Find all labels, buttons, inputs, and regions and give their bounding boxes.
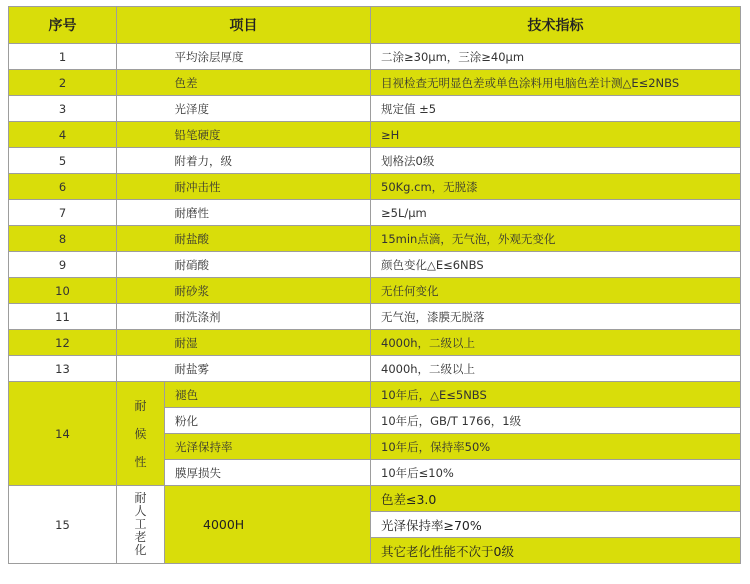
row-duration: 4000H: [165, 486, 371, 564]
header-number: 序号: [9, 7, 117, 44]
group-char: 化: [134, 543, 147, 557]
row-group-label: [117, 382, 165, 486]
row-item: 光泽度: [165, 96, 371, 122]
group-char: 老: [134, 530, 147, 544]
table-row: [9, 200, 741, 226]
header-item: 项目: [117, 7, 371, 44]
row-spec: ≥5L/μm: [371, 200, 741, 226]
row-item: 耐湿: [165, 330, 371, 356]
row-number: 4: [9, 122, 117, 148]
row-blank: [117, 330, 165, 356]
row-blank: [117, 148, 165, 174]
row-item: 耐洗涤剂: [165, 304, 371, 330]
table-row: [9, 226, 741, 252]
group-char: 人: [134, 504, 147, 518]
row-number: 9: [9, 252, 117, 278]
row-blank: [117, 122, 165, 148]
row-spec: 10年后，△E≤5NBS: [371, 382, 741, 408]
row-spec: 无任何变化: [371, 278, 741, 304]
row-item: 耐盐酸: [165, 226, 371, 252]
row-number: 1: [9, 44, 117, 70]
table-row: [9, 330, 741, 356]
row-item: 耐砂浆: [165, 278, 371, 304]
row-spec: 其它老化性能不次于0级: [371, 538, 741, 564]
row-item: 耐硝酸: [165, 252, 371, 278]
row-item: 耐盐雾: [165, 356, 371, 382]
row-number: 7: [9, 200, 117, 226]
row-item: 光泽保持率: [165, 434, 371, 460]
row-number: 13: [9, 356, 117, 382]
row-spec: 10年后，保持率50%: [371, 434, 741, 460]
row-blank: [117, 304, 165, 330]
row-spec: ≥H: [371, 122, 741, 148]
row-spec: 二涂≥30μm，三涂≥40μm: [371, 44, 741, 70]
spec-table: [8, 6, 741, 564]
row-item: 铅笔硬度: [165, 122, 371, 148]
table-row: [9, 278, 741, 304]
row-group-label: [117, 486, 165, 564]
row-spec: 15min点滴，无气泡，外观无变化: [371, 226, 741, 252]
row-number: 8: [9, 226, 117, 252]
row-number: 10: [9, 278, 117, 304]
row-item: 粉化: [165, 408, 371, 434]
table-row: [9, 174, 741, 200]
group-char: 耐: [134, 398, 147, 413]
row-blank: [117, 174, 165, 200]
table-header: [9, 7, 741, 44]
row-blank: [117, 226, 165, 252]
group-char: 性: [134, 454, 147, 469]
table-row: [9, 304, 741, 330]
row-number: 3: [9, 96, 117, 122]
row-spec: 4000h，二级以上: [371, 356, 741, 382]
row-item: 色差: [165, 70, 371, 96]
table-row: [9, 356, 741, 382]
table-row: [9, 486, 741, 512]
row-spec: 4000h，二级以上: [371, 330, 741, 356]
row-spec: 10年后，GB/T 1766，1级: [371, 408, 741, 434]
row-blank: [117, 70, 165, 96]
row-spec: 50Kg.cm，无脱漆: [371, 174, 741, 200]
row-spec: 颜色变化△E≤6NBS: [371, 252, 741, 278]
table-row: [9, 148, 741, 174]
row-item: 耐磨性: [165, 200, 371, 226]
row-spec: 色差≤3.0: [371, 486, 741, 512]
row-spec: 划格法0级: [371, 148, 741, 174]
row-number: 5: [9, 148, 117, 174]
row-item: 褪色: [165, 382, 371, 408]
row-spec: 光泽保持率≥70%: [371, 512, 741, 538]
table-row: [9, 382, 741, 408]
table-row: [9, 252, 741, 278]
table-row: [9, 44, 741, 70]
row-spec: 规定值 ±5: [371, 96, 741, 122]
group-char: 候: [134, 426, 147, 441]
row-number: 14: [9, 382, 117, 486]
row-blank: [117, 356, 165, 382]
row-number: 12: [9, 330, 117, 356]
row-number: 11: [9, 304, 117, 330]
row-item: 平均涂层厚度: [165, 44, 371, 70]
row-blank: [117, 278, 165, 304]
row-item: 膜厚损失: [165, 460, 371, 486]
row-spec: 10年后≤10%: [371, 460, 741, 486]
row-spec: 目视检查无明显色差或单色涂料用电脑色差计测△E≤2NBS: [371, 70, 741, 96]
row-blank: [117, 96, 165, 122]
table-row: [9, 96, 741, 122]
row-item: 附着力，级: [165, 148, 371, 174]
row-item: 耐冲击性: [165, 174, 371, 200]
row-blank: [117, 252, 165, 278]
row-number: 6: [9, 174, 117, 200]
row-spec: 无气泡，漆膜无脱落: [371, 304, 741, 330]
header-spec: 技术指标: [371, 7, 741, 44]
table-row: [9, 70, 741, 96]
row-blank: [117, 44, 165, 70]
row-number: 2: [9, 70, 117, 96]
group-char: 工: [134, 517, 147, 531]
row-number: 15: [9, 486, 117, 564]
table-row: [9, 122, 741, 148]
group-char: 耐: [134, 491, 147, 505]
row-blank: [117, 200, 165, 226]
